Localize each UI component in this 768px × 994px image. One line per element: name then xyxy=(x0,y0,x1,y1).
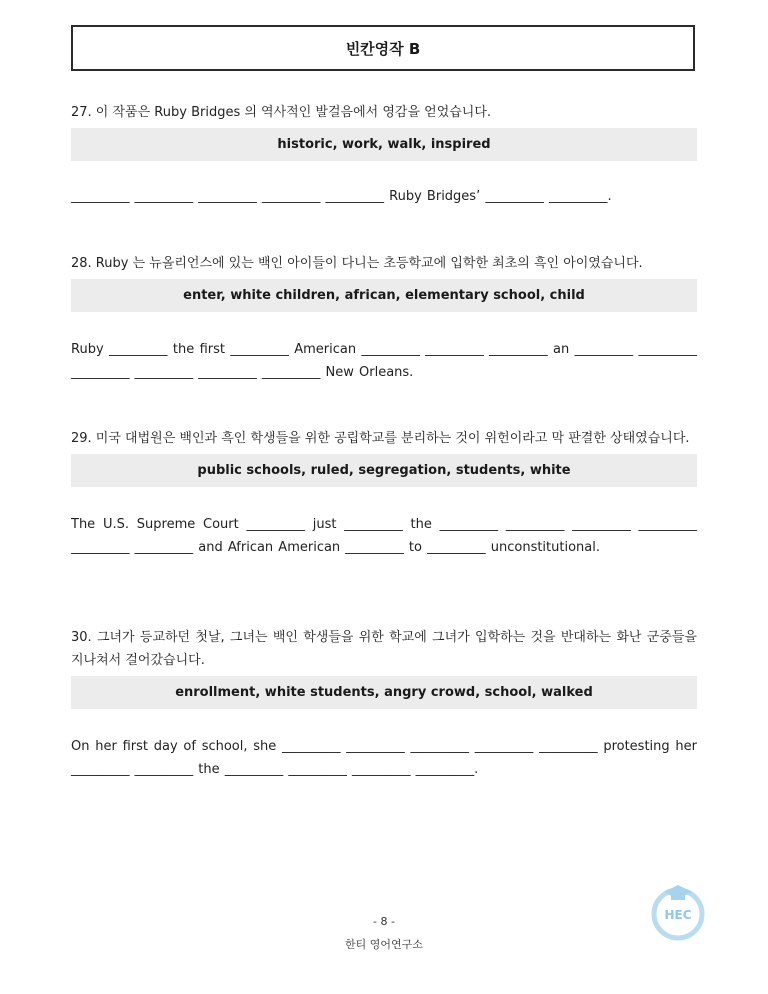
hint-box xyxy=(71,128,697,161)
hint-words: enrollment, white students, angry crowd, school, walked xyxy=(175,685,593,700)
answer-line: Ruby _________ the first _________ American _________ _________ _________ an _________ _________ _________ _________ _________ _________ New Orleans. xyxy=(71,342,697,380)
logo-text: HEC xyxy=(664,908,692,922)
hint-box xyxy=(71,454,697,487)
hint-box xyxy=(71,676,697,709)
answer-line: The U.S. Supreme Court _________ just _________ the _________ _________ _________ _________ _________ _________ and African American _________ to _________ unconstitutional. xyxy=(71,517,697,555)
question-prompt: 29. 미국 대법원은 백인과 흑인 학생들을 위한 공립학교를 분리하는 것이 위헌이라고 막 판결한 상태였습니다. xyxy=(71,431,690,446)
answer-line: On her first day of school, she _________ _________ _________ _________ _________ protesting her _________ _________ the _________ _________ _________ _________. xyxy=(71,739,697,777)
question-prompt: 28. Ruby 는 뉴올리언스에 있는 백인 아이들이 다니는 초등학교에 입학한 최초의 흑인 아이였습니다. xyxy=(71,256,643,271)
answer-line: _________ _________ _________ _________ _________ Ruby Bridges’ _________ _________. xyxy=(71,189,612,204)
hint-words: historic, work, walk, inspired xyxy=(277,137,491,152)
hint-box xyxy=(71,279,697,312)
question-prompt: 30. 그녀가 등교하던 첫날, 그녀는 백인 학생들을 위한 학교에 그녀가 입학하는 것을 반대하는 화난 군중들을 지나쳐서 걸어갔습니다. xyxy=(71,630,697,668)
hint-words: enter, white children, african, elementary school, child xyxy=(183,288,585,303)
worksheet-title: 빈칸영작 B xyxy=(345,39,421,58)
question-27 xyxy=(71,101,697,208)
organization-name: 한티 영어연구소 xyxy=(345,938,423,951)
question-29 xyxy=(71,427,697,559)
question-28 xyxy=(71,252,697,384)
question-prompt: 27. 이 작품은 Ruby Bridges 의 역사적인 발걸음에서 영감을 얻었습니다. xyxy=(71,105,492,120)
question-30 xyxy=(71,626,697,781)
page-number: - 8 - xyxy=(373,915,395,928)
worksheet-title-box xyxy=(71,25,695,71)
hint-words: public schools, ruled, segregation, students, white xyxy=(197,463,571,478)
